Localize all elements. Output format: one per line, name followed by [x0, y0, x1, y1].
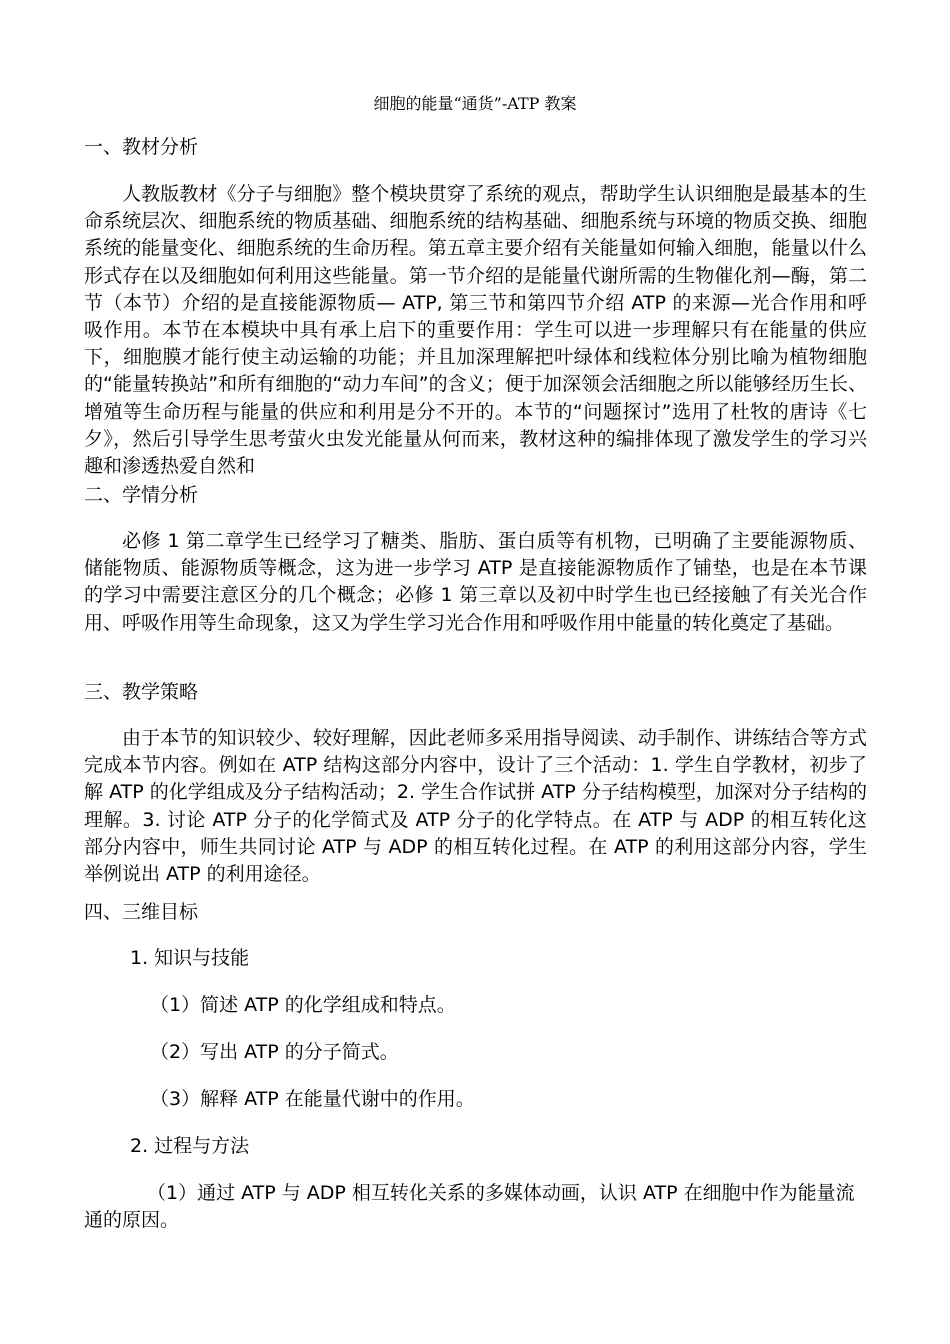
- section-paragraph-textbook-analysis: 人教版教材《分子与细胞》整个模块贯穿了系统的观点，帮助学生认识细胞是最基本的生命系统层次、细胞系统的物质基础、细胞系统的结构基础、细胞系统与环境的物质交换、细胞系统的能量变化、细胞系统的生命历程。第五章主要介绍有关能量如何输入细胞，能量以什么形式存在以及细胞如何利用这些能量。第一节介绍的是能量代谢所需的生物催化剂—酶，第二节（本节）介绍的是直接能源物质— ATP, 第三节和第四节介绍 ATP 的来源—光合作用和呼吸作用。本节在本模块中具有承上启下的重要作用：学生可以进一步理解只有在能量的供应下，细胞膜才能行使主动运输的功能；并且加深理解把叶绿体和线粒体分别比喻为植物细胞的“能量转换站”和所有细胞的“动力车间”的含义；便于加深领会活细胞之所以能够经历生长、增殖等生命历程与能量的供应和利用是分不开的。本节的“问题探讨”选用了杜牧的唐诗《七夕》，然后引导学生思考萤火虫发光能量从何而来，教材这种的编排体现了激发学生的学习兴趣和渗透热爱自然和: [84, 183, 867, 478]
- section-heading-textbook-analysis: 一、教材分析: [84, 136, 199, 158]
- document-title: 细胞的能量“通货”-ATP 教案: [373, 94, 577, 113]
- section-paragraph-teaching-strategy: 由于本节的知识较少、较好理解，因此老师多采用指导阅读、动手制作、讲练结合等方式完成本节内容。例如在 ATP 结构这部分内容中，设计了三个活动：1. 学生自学教材，初步了解 ATP 的化学组成及分子结构活动；2. 学生合作试拼 ATP 分子结构模型，加深对分子结构的理解。3. 讨论 ATP 分子的化学简式及 ATP 分子的化学特点。在 ATP 与 ADP 的相互转化这部分内容中，师生共同讨论 ATP 与 ADP 的相互转化过程。在 ATP 的利用这部分内容，学生举例说出 ATP 的利用途径。: [84, 727, 867, 886]
- goal-knowledge-heading: 1. 知识与技能: [130, 947, 250, 969]
- goal-knowledge-item: （1）简述 ATP 的化学组成和特点。: [150, 994, 456, 1016]
- section-heading-three-dim-goals: 四、三维目标: [84, 901, 199, 923]
- section-heading-student-analysis: 二、学情分析: [84, 484, 199, 506]
- goal-process-item: （1）通过 ATP 与 ADP 相互转化关系的多媒体动画，认识 ATP 在细胞中作为能量流通的原因。: [84, 1182, 855, 1232]
- section-heading-teaching-strategy: 三、教学策略: [84, 681, 199, 703]
- goal-knowledge-item: （2）写出 ATP 的分子简式。: [150, 1041, 399, 1063]
- section-paragraph-student-analysis: 必修 1 第二章学生已经学习了糖类、脂肪、蛋白质等有机物，已明确了主要能源物质、储能物质、能源物质等概念，这为进一步学习 ATP 是直接能源物质作了铺垫，也是在本节课的学习中需要注意区分的几个概念；必修 1 第三章以及初中时学生也已经接触了有关光合作用、呼吸作用等生命现象，这又为学生学习光合作用和呼吸作用中能量的转化奠定了基础。: [84, 530, 867, 634]
- goal-knowledge-item: （3）解释 ATP 在能量代谢中的作用。: [150, 1088, 475, 1110]
- goal-process-heading: 2. 过程与方法: [130, 1135, 250, 1157]
